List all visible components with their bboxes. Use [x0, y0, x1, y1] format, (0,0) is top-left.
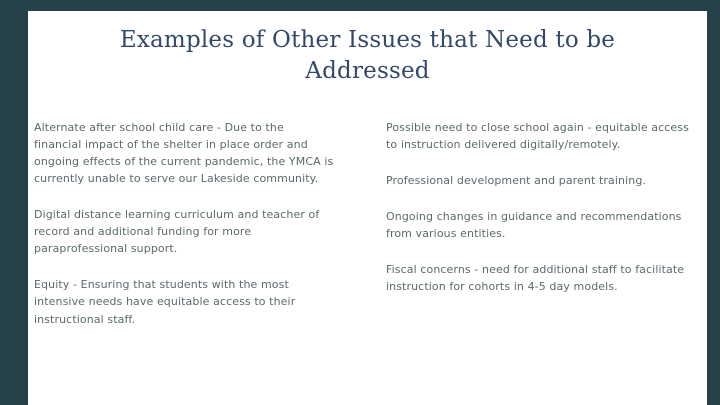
- right-paragraph-4: Fiscal concerns - need for additional staff to facilitate instruction for cohorts in 4-5 day models.: [386, 263, 685, 294]
- right-paragraph-3: Ongoing changes in guidance and recommendations from various entities.: [386, 210, 682, 241]
- left-paragraph-1: Alternate after school child care - Due to the financial impact of the shelter in place order and ongoing effects of the current pandemic, the YMCA is currently unable to serve our Lakeside community.: [34, 121, 334, 186]
- left-paragraph-2: Digital distance learning curriculum and teacher of record and additional funding for more paraprofessional support.: [34, 208, 320, 256]
- left-paragraph-3: Equity - Ensuring that students with the most intensive needs have equitable access to their instructional staff.: [34, 278, 296, 326]
- slide-frame-right: [707, 0, 720, 405]
- slide-content: [28, 11, 707, 405]
- right-paragraph-1: Possible need to close school again - equitable access to instruction delivered digitally/remotely.: [386, 121, 689, 152]
- slide-title: Examples of Other Issues that Need to be Addressed: [119, 27, 616, 85]
- slide-frame-left: [0, 0, 28, 405]
- left-column: [34, 119, 334, 346]
- slide-frame-top: [0, 0, 720, 11]
- right-column: [386, 119, 689, 346]
- right-paragraph-2: Professional development and parent training.: [386, 174, 647, 188]
- slide-body-columns: [28, 119, 707, 346]
